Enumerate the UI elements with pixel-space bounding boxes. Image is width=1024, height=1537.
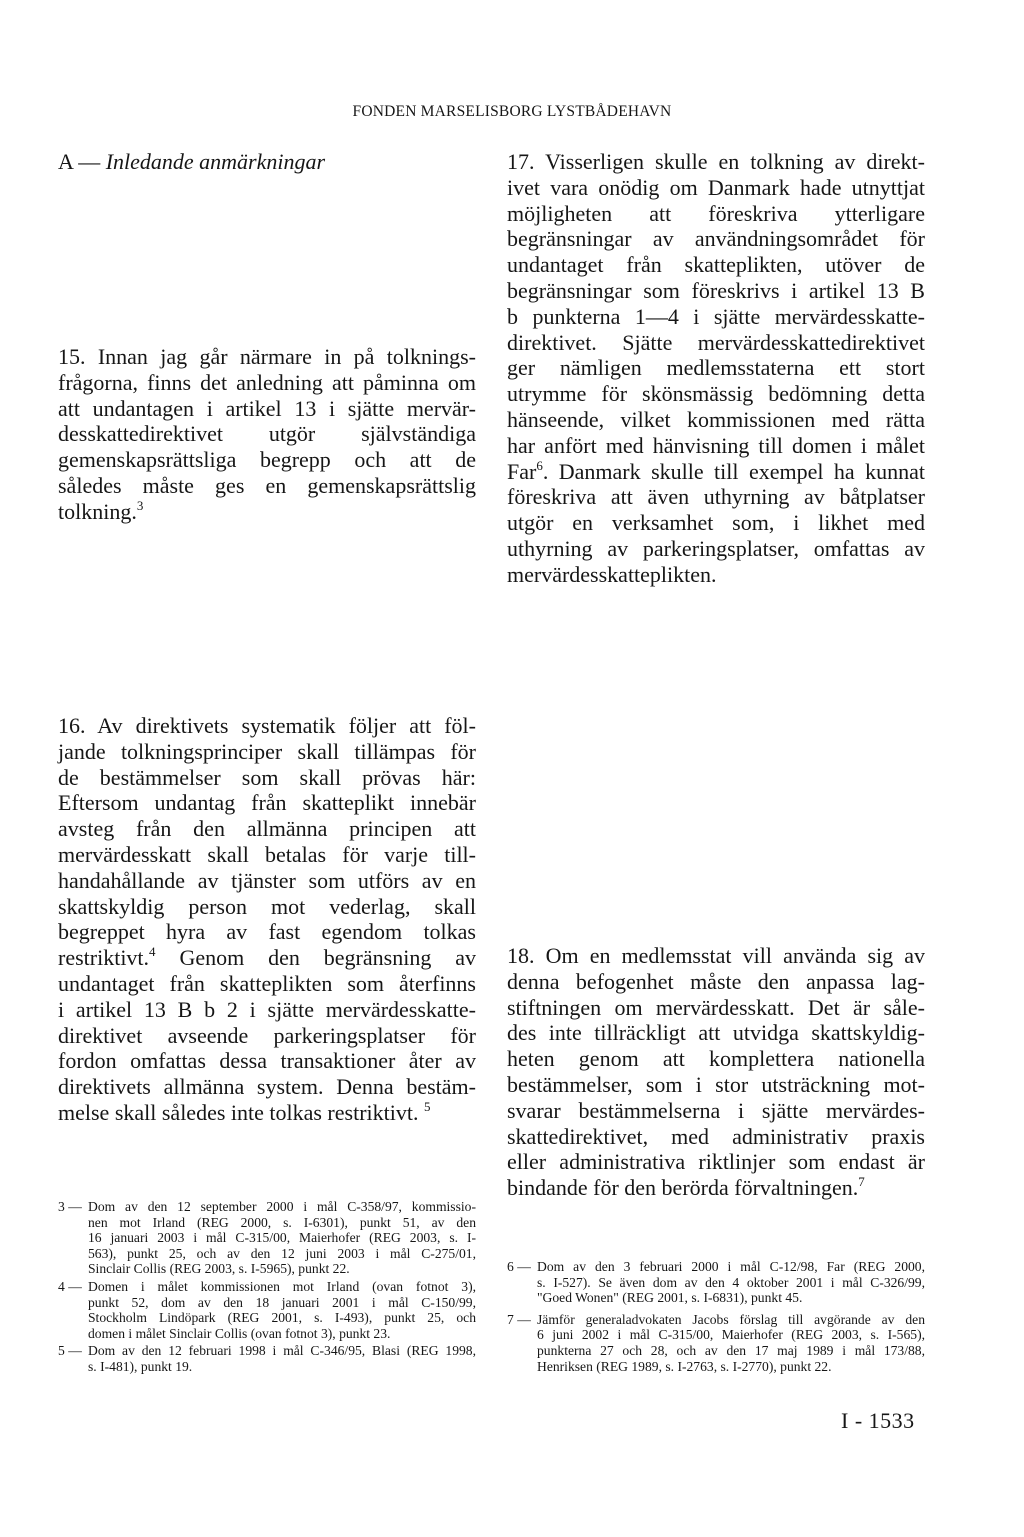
paragraph-line: möjligheten att föreskriva ytterligare bbox=[507, 200, 925, 226]
footnote-line: punkterna 27 och 28, och av den 17 maj 1989 i mål 173/88, bbox=[537, 1342, 925, 1358]
footnote-text bbox=[88, 1279, 476, 1341]
paragraph-line: hänseende, vilket kommissionen med rätta bbox=[507, 406, 925, 432]
paragraph-line: denna befogenhet måste den anpassa lag- bbox=[507, 968, 925, 994]
paragraph-line: direktivet avseende parkeringsplatser för bbox=[58, 1022, 476, 1048]
paragraph-line: 15. Innan jag går närmare in på tolknings- bbox=[58, 344, 476, 369]
footnote-number: 3 — bbox=[58, 1199, 82, 1214]
footnote-line: Domen i målet kommissionen mot Irland (ovan fotnot 3), bbox=[88, 1278, 476, 1294]
paragraph-line: Eftersom undantag från skatteplikt innebär bbox=[58, 790, 476, 816]
paragraph-15 bbox=[58, 344, 476, 525]
footnote-line: 16 januari 2003 i mål C-315/00, Maierhofer (REG 2003, s. I- bbox=[88, 1230, 476, 1246]
paragraph-line: des inte tillräckligt att utvidga skattskyldig- bbox=[507, 1020, 925, 1046]
paragraph-line-text: . Danmark skulle till exempel ha kunnat bbox=[542, 458, 925, 484]
footnote-line: domen i målet Sinclair Collis (ovan fotnot 3), punkt 23. bbox=[88, 1325, 391, 1341]
paragraph-line: direktivets allmänna system. Denna bestäm- bbox=[58, 1074, 476, 1100]
paragraph-line: bestämmelser, som i stor utsträckning mot- bbox=[507, 1071, 925, 1097]
footnote-ref-7: 7 bbox=[858, 1174, 865, 1190]
paragraph-line: desskattedirektivet utgör självständiga bbox=[58, 421, 476, 447]
paragraph-line: att undantagen i artikel 13 i sjätte mervär- bbox=[58, 395, 476, 421]
paragraph-line: föreskriva att även uthyrning av båtplatser bbox=[507, 484, 925, 510]
footnote-line: nen mot Irland (REG 2000, s. I-6301), punkt 51, av den bbox=[88, 1214, 476, 1230]
paragraph-line bbox=[58, 1100, 476, 1126]
section-title: Inledande anmärkningar bbox=[105, 149, 326, 174]
paragraph-line-text: Far bbox=[507, 458, 537, 484]
footnote-7 bbox=[507, 1312, 925, 1374]
footnote-number: 5 — bbox=[58, 1343, 82, 1359]
paragraph-line: ger nämligen medlemsstaterna ett stort bbox=[507, 355, 925, 381]
paragraph-line bbox=[507, 1175, 925, 1201]
footnote-line: Henriksen (REG 1989, s. I-2763, s. I-2770), punkt 22. bbox=[537, 1358, 832, 1374]
paragraph-line: mervärdesskatteplikten. bbox=[507, 561, 717, 587]
paragraph-line: heten genom att komplettera nationella bbox=[507, 1046, 925, 1072]
footnote-3 bbox=[58, 1199, 476, 1277]
paragraph-line: begränsningar som föreskrivs i artikel 13 B bbox=[507, 277, 925, 303]
footnote-ref-3: 3 bbox=[136, 497, 144, 513]
section-dash: — bbox=[78, 149, 101, 174]
footnote-6 bbox=[507, 1259, 925, 1306]
paragraph-line: b punkterna 1—4 i sjätte mervärdesskatte- bbox=[507, 303, 925, 329]
footnote-line: Dom av den 12 september 2000 i mål C-358/97, kommissio- bbox=[88, 1199, 476, 1214]
paragraph-line: skattedirektivet, med administrativ praxis bbox=[507, 1123, 925, 1149]
footnote-text bbox=[537, 1259, 925, 1306]
footnote-ref-4: 4 bbox=[149, 944, 156, 960]
footnote-ref-5: 5 bbox=[423, 1098, 431, 1114]
paragraph-line: således måste ges en gemenskapsrättslig bbox=[58, 472, 476, 498]
paragraph-line: gemenskapsrättsliga begrepp och att de bbox=[58, 447, 476, 473]
paragraph-18 bbox=[507, 943, 925, 1201]
footnote-4 bbox=[58, 1279, 476, 1341]
paragraph-line: 18. Om en medlemsstat vill använda sig av bbox=[507, 943, 925, 968]
paragraph-line: eller administrativa riktlinjer som endast är bbox=[507, 1149, 925, 1175]
paragraph-line: undantaget från skatteplikten som återfinns bbox=[58, 970, 476, 996]
footnote-number: 6 — bbox=[507, 1259, 531, 1274]
footnote-text bbox=[88, 1343, 476, 1374]
footnote-line: 563), punkt 25, och av den 12 juni 2003 i mål C-275/01, bbox=[88, 1245, 476, 1261]
paragraph-line-text: melse skall således inte tolkas restriktivt. bbox=[58, 1099, 419, 1125]
paragraph-line-text: tolkning. bbox=[58, 498, 137, 524]
paragraph-line: 17. Visserligen skulle en tolkning av direkt- bbox=[507, 149, 925, 174]
paragraph-line: jande tolkningsprinciper skall tillämpas för bbox=[58, 738, 476, 764]
footnote-line: "Goed Wonen" (REG 2001, s. I-6831), punkt 45. bbox=[537, 1290, 803, 1306]
footnotes-left bbox=[58, 1199, 476, 1375]
footnote-number: 7 — bbox=[507, 1311, 531, 1327]
paragraph-line: mervärdesskatt skall betalas för varje till- bbox=[58, 841, 476, 867]
footnote-number: 4 — bbox=[58, 1278, 82, 1294]
paragraph-16 bbox=[58, 713, 476, 1126]
paragraph-line bbox=[58, 499, 476, 525]
paragraph-line bbox=[507, 459, 925, 485]
paragraph-line: i artikel 13 B b 2 i sjätte mervärdesskatte- bbox=[58, 996, 476, 1022]
paragraph-line: fordon omfattas dessa transaktioner åter av bbox=[58, 1048, 476, 1074]
paragraph-line: undantaget från skatteplikten, utöver de bbox=[507, 252, 925, 278]
paragraph-line: ivet vara onödig om Danmark hade utnyttjat bbox=[507, 174, 925, 200]
paragraph-line-text: bindande för den berörda förvaltningen. bbox=[507, 1175, 859, 1201]
footnote-line: 6 juni 2002 i mål C-315/00, Maierhofer (REG 2003, s. I-565), bbox=[537, 1327, 925, 1343]
paragraph-line-text: Genom den begränsning av bbox=[179, 945, 476, 971]
footnote-5 bbox=[58, 1343, 476, 1374]
paragraph-line: handahållande av tjänster som utförs av en bbox=[58, 867, 476, 893]
footnotes-right bbox=[507, 1259, 925, 1374]
footnote-text bbox=[537, 1312, 925, 1374]
paragraph-line: utgör en verksamhet som, i likhet med bbox=[507, 510, 925, 536]
footnote-line: s. I-481), punkt 19. bbox=[88, 1358, 193, 1374]
paragraph-line: skattskyldig person mot vederlag, skall bbox=[58, 893, 476, 919]
footnote-line: Sinclair Collis (REG 2003, s. I-5965), punkt 22. bbox=[88, 1261, 350, 1277]
footnote-line: s. I-527). Se även dom av den 4 oktober 2001 i mål C-326/99, bbox=[537, 1274, 925, 1290]
paragraph-line: stiftningen om mervärdesskatt. Det är såle- bbox=[507, 994, 925, 1020]
footnote-line: Dom av den 12 februari 1998 i mål C-346/95, Blasi (REG 1998, bbox=[88, 1343, 476, 1359]
paragraph-line: begränsningar av användningsområdet för bbox=[507, 226, 925, 252]
footnote-text bbox=[88, 1199, 476, 1277]
page-number: I - 1533 bbox=[841, 1408, 915, 1433]
section-heading bbox=[58, 149, 325, 175]
paragraph-line: de bestämmelser som skall prövas här: bbox=[58, 764, 476, 790]
paragraph-line bbox=[58, 945, 476, 971]
footnote-line: Stockholm Lindöpark (REG 2001, s. I-493), punkt 25, och bbox=[88, 1310, 476, 1326]
section-letter: A bbox=[58, 149, 73, 174]
paragraph-line: svarar bestämmelserna i sjätte mervärdes- bbox=[507, 1097, 925, 1123]
paragraph-17 bbox=[507, 149, 925, 588]
paragraph-line-text: restriktivt. bbox=[58, 945, 150, 971]
footnote-ref-6: 6 bbox=[536, 457, 543, 473]
paragraph-line: begreppet hyra av fast egendom tolkas bbox=[58, 919, 476, 945]
paragraph-line: avsteg från den allmänna principen att bbox=[58, 816, 476, 842]
running-head: FONDEN MARSELISBORG LYSTBÅDEHAVN bbox=[352, 103, 672, 120]
paragraph-line: frågorna, finns det anledning att påminna om bbox=[58, 369, 476, 395]
paragraph-line: har anfört med hänvisning till domen i målet bbox=[507, 432, 925, 458]
paragraph-line: 16. Av direktivets systematik följer att föl- bbox=[58, 713, 476, 738]
paragraph-line: uthyrning av parkeringsplatser, omfattas av bbox=[507, 535, 925, 561]
footnote-line: Dom av den 3 februari 2000 i mål C-12/98, Far (REG 2000, bbox=[537, 1259, 925, 1274]
footnote-line: Jämför generaladvokaten Jacobs förslag till avgörande av den bbox=[537, 1311, 925, 1327]
paragraph-line: direktivet. Sjätte mervärdesskattedirektivet bbox=[507, 329, 925, 355]
footnote-line: punkt 52, dom av den 18 januari 2001 i mål C-150/99, bbox=[88, 1294, 476, 1310]
paragraph-line: utrymme för skönsmässig bedömning detta bbox=[507, 381, 925, 407]
